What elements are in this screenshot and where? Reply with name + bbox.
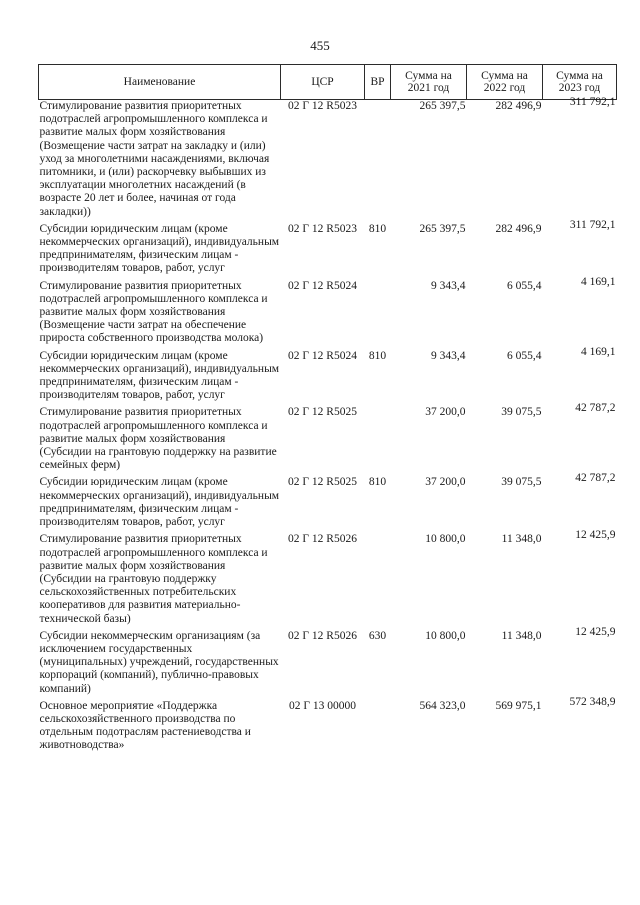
row-sum-2021: 265 397,5 [419, 222, 466, 235]
row-sum-2023-value: 572 348,9 [569, 695, 616, 708]
row-name: Стимулирование развития приоритетных подотраслей агропромышленного комплекса и развитие малых форм хозяйствования (Субсидии на грантовую поддержку сельскохозяйственных потребительских кооперативов для развития материально-технической базы) [39, 533, 268, 625]
row-csr: 02 Г 13 00000 [288, 699, 357, 712]
table-row [39, 630, 617, 700]
table-row [39, 533, 617, 629]
row-sum-2022: 11 348,0 [501, 629, 542, 642]
column-header-sum-2023: Сумма на 2023 год [543, 65, 617, 100]
row-vr: 810 [368, 476, 387, 489]
row-csr: 02 Г 12 R5026 [288, 629, 357, 642]
row-sum-2021: 37 200,0 [425, 406, 466, 419]
table-row [39, 476, 617, 533]
row-sum-2023 [543, 275, 617, 350]
row-csr: 02 Г 12 R5023 [288, 222, 357, 235]
row-sum-2023-value: 42 787,2 [575, 402, 616, 415]
row-name: Стимулирование развития приоритетных подотраслей агропромышленного комплекса и развитие малых форм хозяйствования (Субсидии на грантовую поддержку на развитие семейных ферм) [39, 406, 277, 472]
row-sum-2023 [543, 96, 617, 223]
row-sum-2023-value: 311 792,1 [569, 96, 616, 108]
table-row [39, 406, 617, 476]
column-header-csr: ЦСР [281, 65, 365, 100]
page-number: 455 [310, 38, 330, 53]
row-sum-2023 [543, 695, 617, 757]
table-row [39, 280, 617, 350]
row-name: Субсидии юридическим лицам (кроме некоммерческих организаций), индивидуальным предпринимателям, физическим лицам - производителям товаров, работ, услуг [39, 349, 280, 402]
table-row [39, 223, 617, 280]
row-vr: 810 [368, 349, 387, 362]
row-vr [365, 406, 391, 476]
row-sum-2023 [543, 402, 617, 476]
row-vr [365, 533, 391, 629]
row-sum-2023 [543, 472, 617, 533]
row-sum-2022: 11 348,0 [501, 533, 542, 546]
table-row [39, 700, 617, 757]
row-sum-2023-value: 311 792,1 [569, 218, 616, 231]
row-sum-2023-value: 42 787,2 [575, 472, 616, 485]
row-csr: 02 Г 12 R5024 [288, 349, 357, 362]
row-sum-2023-value: 4 169,1 [581, 275, 616, 288]
row-sum-2022: 282 496,9 [495, 100, 542, 112]
budget-table [38, 64, 617, 757]
row-name: Основное мероприятие «Поддержка сельскохозяйственного производства по отдельным подотраслям растениеводства и животноводства» [39, 699, 251, 752]
row-sum-2021: 9 343,4 [431, 279, 466, 292]
row-vr: 630 [368, 629, 387, 642]
column-header-vr: ВР [365, 65, 391, 100]
row-name: Субсидии юридическим лицам (кроме некоммерческих организаций), индивидуальным предпринимателям, физическим лицам - производителям товаров, работ, услуг [39, 222, 280, 275]
row-sum-2023 [543, 345, 617, 407]
row-csr: 02 Г 12 R5023 [288, 100, 357, 112]
row-vr [365, 700, 391, 757]
row-name: Субсидии некоммерческим организациям (за исключением государственных (муниципальных) учреждений, государственных корпораций (компаний), публично-правовых компаний) [39, 629, 279, 695]
row-csr: 02 Г 12 R5025 [288, 476, 357, 489]
row-csr: 02 Г 12 R5026 [288, 533, 357, 546]
row-name: Стимулирование развития приоритетных подотраслей агропромышленного комплекса и развитие малых форм хозяйствования (Возмещение части затрат на обеспечение прироста собственного производства молока) [39, 279, 268, 345]
row-vr [365, 280, 391, 350]
table-row [39, 350, 617, 407]
row-vr: 810 [368, 222, 387, 235]
row-sum-2023 [543, 529, 617, 629]
row-sum-2023 [543, 218, 617, 280]
column-header-sum-2022: Сумма на 2022 год [467, 65, 543, 100]
row-sum-2021: 265 397,5 [419, 100, 466, 112]
table-row [39, 100, 617, 223]
row-sum-2021: 10 800,0 [425, 533, 466, 546]
row-vr [365, 100, 391, 223]
row-sum-2022: 6 055,4 [507, 279, 542, 292]
row-sum-2022: 569 975,1 [495, 699, 542, 712]
table-header-row [39, 65, 617, 100]
row-name: Субсидии юридическим лицам (кроме некоммерческих организаций), индивидуальным предпринимателям, физическим лицам - производителям товаров, работ, услуг [39, 476, 280, 529]
row-sum-2022: 39 075,5 [501, 406, 542, 419]
row-sum-2022: 39 075,5 [501, 476, 542, 489]
row-sum-2021: 9 343,4 [431, 349, 466, 362]
row-name: Стимулирование развития приоритетных подотраслей агропромышленного комплекса и развитие малых форм хозяйствования (Возмещение части затрат на закладку и (или) уход за многолетними насаждениями, включая питомники, и (или) раскорчевку выбывших из эксплуатации многолетних насаждений (в возрасте 20 лет и более, начиная от года закладки)) [39, 100, 270, 218]
row-csr: 02 Г 12 R5025 [288, 406, 357, 419]
row-sum-2023 [543, 625, 617, 700]
row-sum-2023-value: 12 425,9 [575, 529, 616, 542]
row-sum-2023-value: 4 169,1 [581, 345, 616, 358]
row-sum-2022: 282 496,9 [495, 222, 542, 235]
column-header-name: Наименование [39, 65, 281, 100]
row-sum-2023-value: 12 425,9 [575, 625, 616, 638]
row-csr: 02 Г 12 R5024 [288, 279, 357, 292]
column-header-sum-2021: Сумма на 2021 год [391, 65, 467, 100]
row-sum-2021: 37 200,0 [425, 476, 466, 489]
row-sum-2021: 564 323,0 [419, 699, 466, 712]
row-sum-2021: 10 800,0 [425, 629, 466, 642]
row-sum-2022: 6 055,4 [507, 349, 542, 362]
